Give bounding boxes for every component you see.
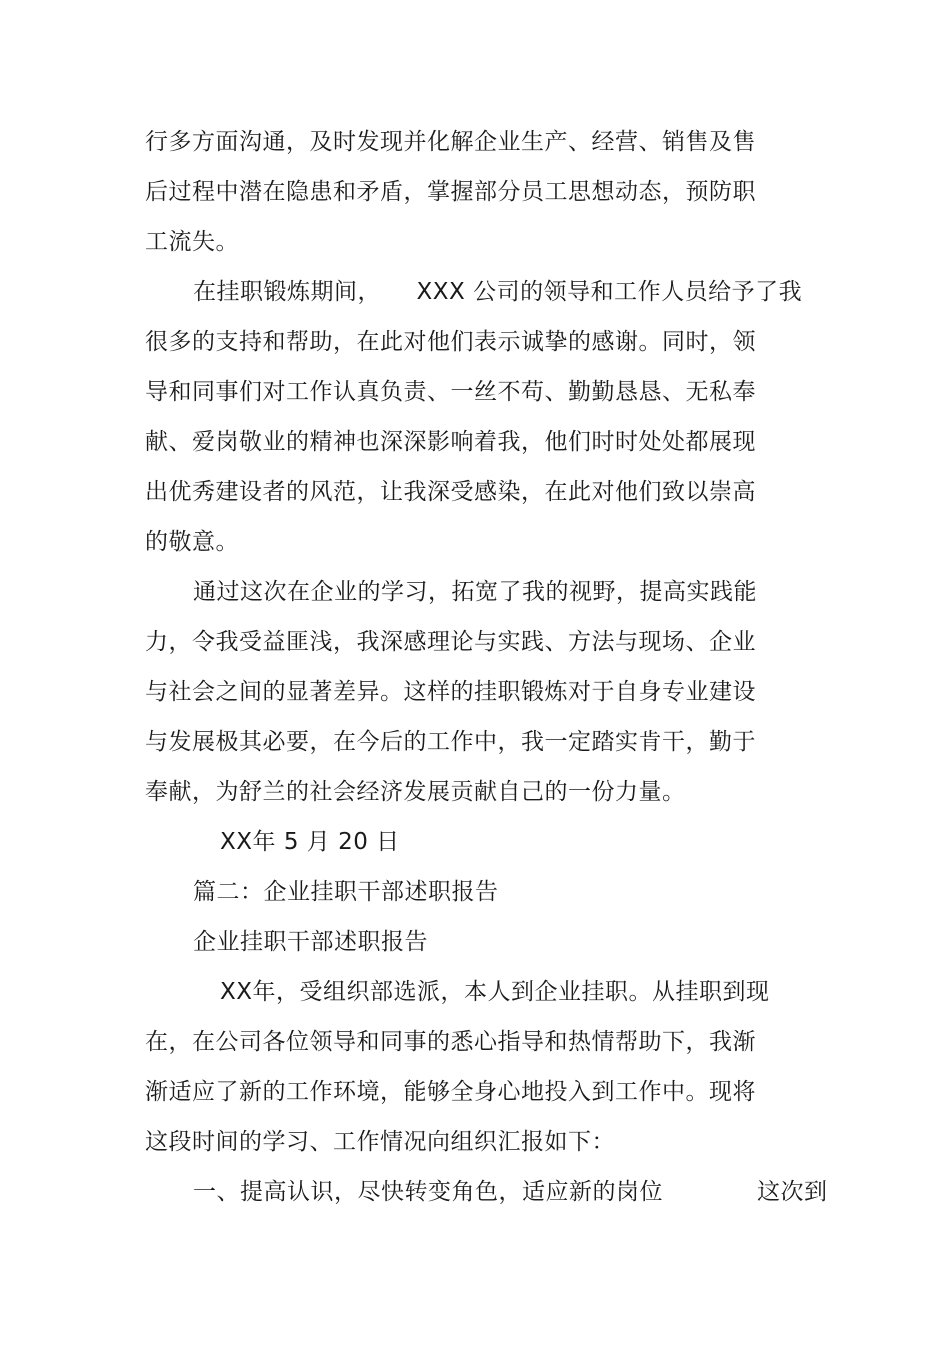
text-line-12: 与社会之间的显著差异。这样的挂职锻炼对于自身专业建设 (145, 679, 756, 705)
report-title: 企业挂职干部述职报告 (193, 929, 428, 955)
section-heading: 篇二：企业挂职干部述职报告 (193, 879, 499, 905)
text-line-19: 在，在公司各位领导和同事的悉心指导和热情帮助下，我渐 (145, 1029, 756, 1055)
text-line-7: 献、爱岗敬业的精神也深深影响着我，他们时时处处都展现 (145, 429, 756, 455)
text-line-4: 在挂职锻炼期间， XXX 公司的领导和工作人员给予了我 (193, 279, 803, 305)
text-line-8: 出优秀建设者的风范，让我深受感染，在此对他们致以崇高 (145, 479, 756, 505)
text-line-2: 后过程中潜在隐患和矛盾，掌握部分员工思想动态，预防职 (145, 179, 756, 205)
text-line-18: XX年，受组织部选派，本人到企业挂职。从挂职到现 (220, 979, 770, 1005)
text-line-5: 很多的支持和帮助，在此对他们表示诚挚的感谢。同时，领 (145, 329, 756, 355)
date-line: XX年 5 月 20 日 (220, 829, 400, 855)
text-line-14: 奉献，为舒兰的社会经济发展贡献自己的一份力量。 (145, 779, 686, 805)
text-line-22: 一、提高认识，尽快转变角色，适应新的岗位 这次到 (193, 1179, 828, 1205)
text-line-21: 这段时间的学习、工作情况向组织汇报如下： (145, 1129, 615, 1155)
text-line-11: 力，令我受益匪浅，我深感理论与实践、方法与现场、企业 (145, 629, 756, 655)
text-line-9: 的敬意。 (145, 529, 239, 555)
text-line-13: 与发展极其必要，在今后的工作中，我一定踏实肯干，勤于 (145, 729, 756, 755)
text-line-1: 行多方面沟通，及时发现并化解企业生产、经营、销售及售 (145, 129, 756, 155)
text-line-3: 工流失。 (145, 229, 239, 255)
text-line-10: 通过这次在企业的学习，拓宽了我的视野，提高实践能 (193, 579, 757, 605)
text-line-6: 导和同事们对工作认真负责、一丝不苟、勤勤恳恳、无私奉 (145, 379, 756, 405)
text-line-20: 渐适应了新的工作环境，能够全身心地投入到工作中。现将 (145, 1079, 756, 1105)
